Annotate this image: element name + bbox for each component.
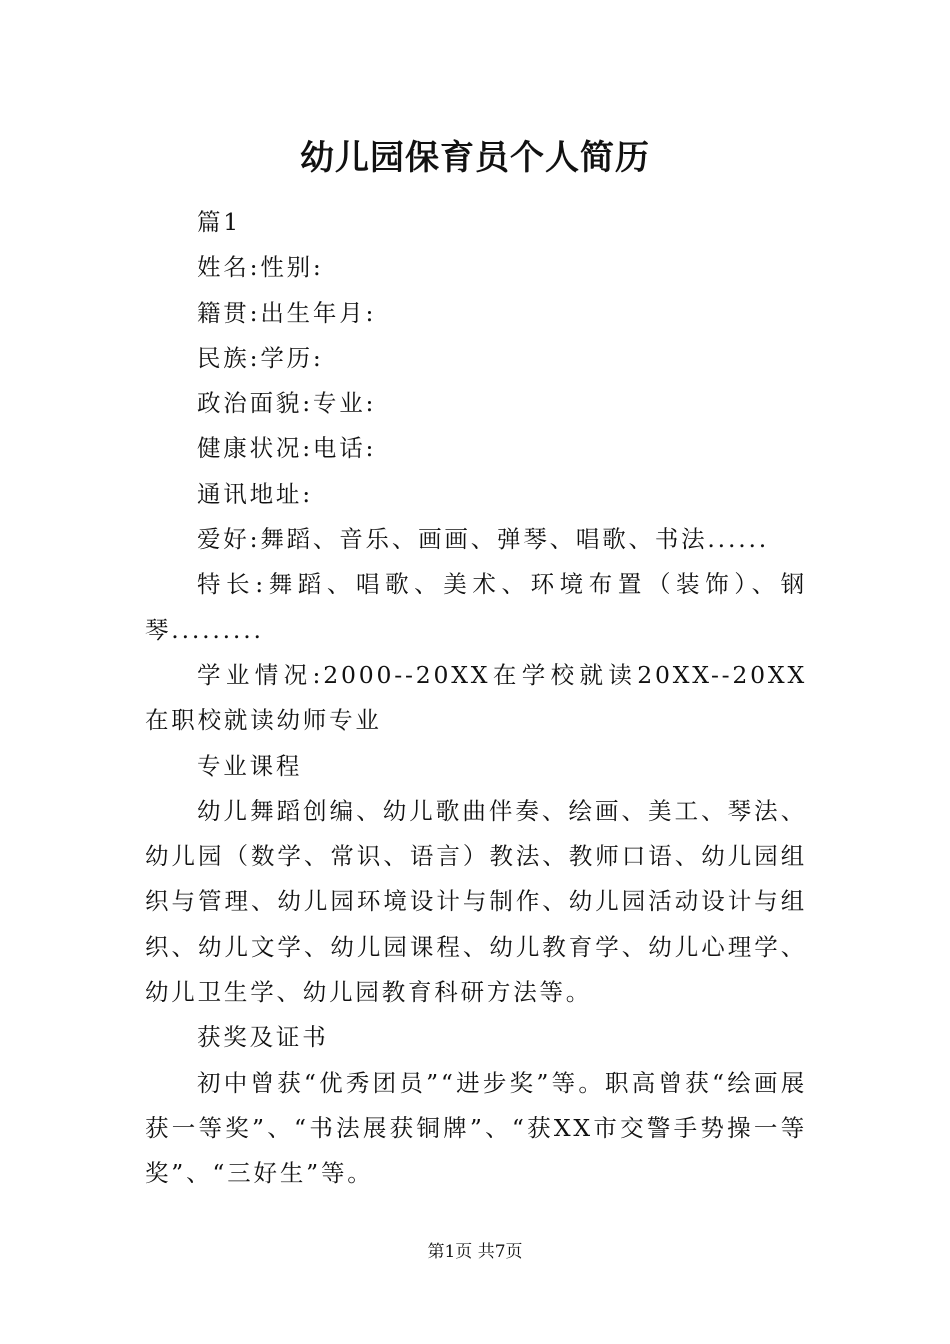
paragraph-ethnicity-education: 民族:学历: [197,343,324,372]
paragraph-courses-list: 幼儿舞蹈创编、幼儿歌曲伴奏、绘画、美工、琴法、幼儿园（数学、常识、语言）教法、教师口语、幼儿园组织与管理、幼儿园环境设计与制作、幼儿园活动设计与组织、幼儿文学、幼儿园课程、幼儿教育学、幼儿心理学、幼儿卫生学、幼儿园教育科研方法等。 [145,796,807,1007]
paragraph-awards-heading: 获奖及证书 [197,1023,329,1052]
document-body [145,200,807,1197]
paragraph-education-history: 学业情况:2000--20XX在学校就读20XX--20XX在职校就读幼师专业 [145,660,807,735]
paragraph-section-label: 篇1 [197,208,242,236]
paragraph-awards-list: 初中曾获“优秀团员”“进步奖”等。职高曾获“绘画展获一等奖”、“书法展获铜牌”、“获XX市交警手势操一等奖”、“三好生”等。 [145,1068,807,1188]
paragraph-political-major: 政治面貌:专业: [197,389,377,418]
paragraph-origin-birth: 籍贯:出生年月: [197,298,377,327]
paragraph-name-gender: 姓名:性别: [197,253,324,282]
document-title: 幼儿园保育员个人简历 [300,138,650,178]
paragraph-specialties: 特长:舞蹈、唱歌、美术、环境布置（装饰）、钢琴......... [145,570,807,644]
paragraph-health-phone: 健康状况:电话: [197,434,377,463]
paragraph-address: 通讯地址: [197,479,313,508]
paragraph-hobbies: 爱好:舞蹈、音乐、画画、弹琴、唱歌、书法...... [197,525,770,554]
paragraph-courses-heading: 专业课程 [197,751,303,780]
page-footer: 第1页 共7页 [427,1242,523,1262]
